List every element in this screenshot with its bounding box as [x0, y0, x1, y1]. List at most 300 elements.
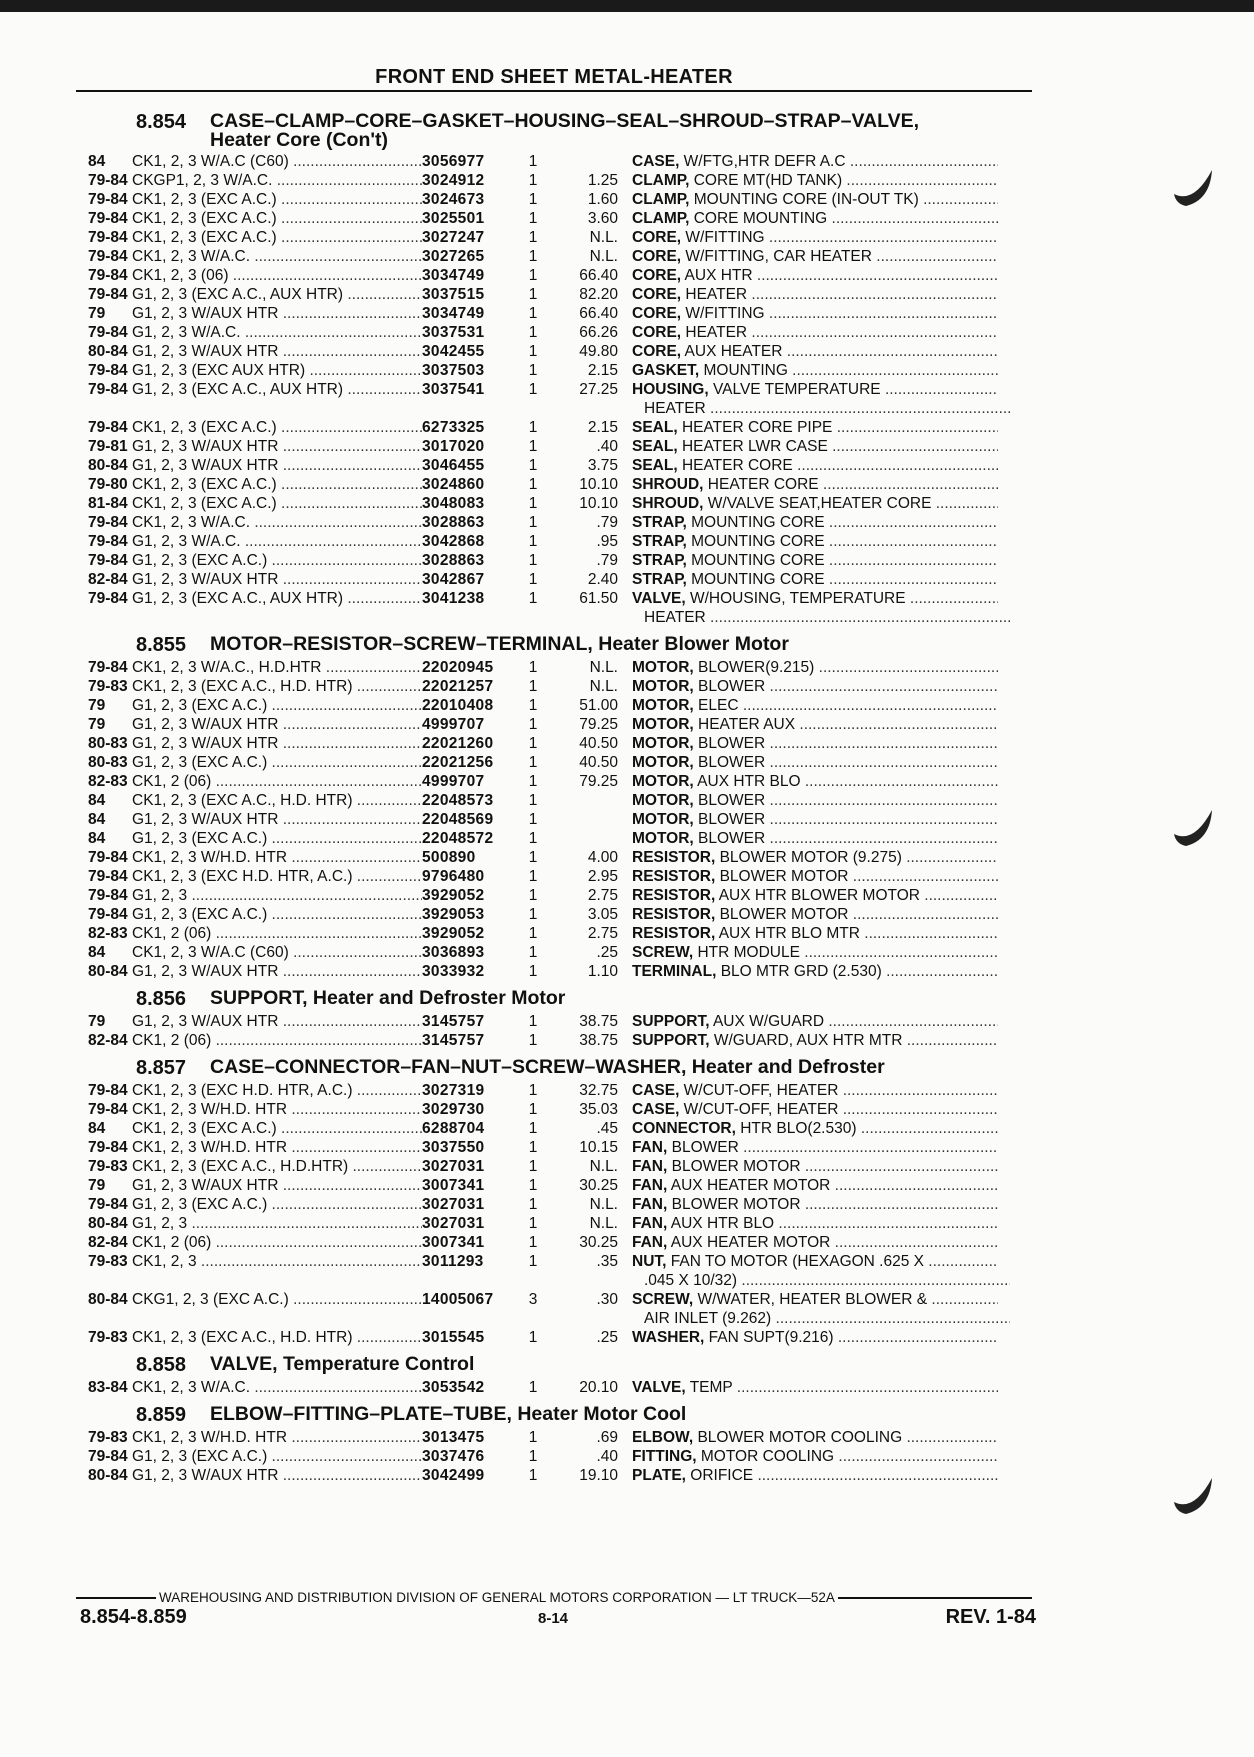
- quantity: 1: [528, 1234, 538, 1251]
- year-range: 79-84: [88, 267, 128, 284]
- quantity: 1: [528, 944, 538, 961]
- part-detail: W/CUT-OFF, HEATER: [679, 1101, 839, 1118]
- binder-hole-bottom: [1164, 1468, 1218, 1522]
- title-rule: [76, 90, 1032, 92]
- part-description-continued: [632, 1271, 1010, 1290]
- part-description: [632, 791, 998, 810]
- part-row: [88, 1214, 1038, 1233]
- part-description: [632, 456, 998, 475]
- part-description: [632, 1138, 998, 1157]
- price: 3.75: [587, 457, 618, 474]
- price: 40.50: [579, 735, 618, 752]
- model-application: G1, 2, 3 W/AUX HTR .....: [132, 437, 422, 456]
- part-noun: FAN,: [632, 1215, 668, 1232]
- part-number: 14005067: [422, 1291, 494, 1308]
- part-noun: CONNECTOR,: [632, 1120, 736, 1137]
- part-number: 22021256: [422, 754, 494, 771]
- quantity: 1: [528, 1329, 538, 1346]
- part-detail: W/FITTING: [681, 229, 765, 246]
- quantity: 1: [528, 1467, 538, 1484]
- part-detail: BLOWER: [693, 811, 766, 828]
- year-range: 79-84: [88, 533, 128, 550]
- part-description: [632, 943, 998, 962]
- part-noun: CORE,: [632, 248, 682, 265]
- part-detail: W/CUT-OFF, HEATER: [679, 1082, 839, 1099]
- part-detail: FAN SUPT(9.216): [704, 1329, 834, 1346]
- part-detail: BLOWER: [667, 1139, 739, 1156]
- part-detail: BLOWER MOTOR: [715, 906, 849, 923]
- part-noun: CASE,: [632, 1101, 680, 1118]
- part-row: [88, 247, 1038, 266]
- model-application: CK1, 2, 3 (EXC A.C., H.D. HTR) .....: [132, 1328, 422, 1347]
- part-description: [632, 905, 998, 924]
- price: 10.15: [579, 1139, 618, 1156]
- part-row: [88, 943, 1038, 962]
- part-noun: SEAL,: [632, 438, 678, 455]
- part-number: 3037503: [422, 362, 485, 379]
- year-range: 79: [88, 697, 106, 714]
- part-noun: FITTING,: [632, 1448, 697, 1465]
- year-range: 79-84: [88, 1082, 128, 1099]
- price: 4.00: [587, 849, 618, 866]
- section-number: 8.855: [136, 634, 187, 656]
- part-description: [632, 1100, 998, 1119]
- year-range: 79: [88, 1177, 106, 1194]
- part-detail: HEATER AUX: [693, 716, 796, 733]
- price: 1.10: [587, 963, 618, 980]
- part-noun: FAN,: [632, 1196, 668, 1213]
- part-number: 3041238: [422, 590, 485, 607]
- part-number: 3011293: [422, 1253, 484, 1270]
- part-detail: BLOWER(9.215): [693, 659, 815, 676]
- part-number: 3042455: [422, 343, 485, 360]
- quantity: 1: [528, 571, 538, 588]
- year-range: 79-83: [88, 1329, 128, 1346]
- quantity: 1: [528, 792, 538, 809]
- part-description: [632, 962, 998, 981]
- quantity: 1: [528, 419, 538, 436]
- price: 40.50: [579, 754, 618, 771]
- model-application: G1, 2, 3 (EXC A.C.) .....: [132, 1447, 422, 1466]
- part-detail: TEMP: [685, 1379, 733, 1396]
- part-noun: SEAL,: [632, 457, 678, 474]
- price: 10.10: [579, 476, 618, 493]
- model-application: CK1, 2, 3 (EXC A.C.) .....: [132, 209, 422, 228]
- section-number: 8.856: [136, 988, 187, 1010]
- section-title: MOTOR–RESISTOR–SCREW–TERMINAL, Heater Blower Motor: [210, 633, 789, 655]
- part-description: [632, 734, 998, 753]
- part-noun: RESISTOR,: [632, 849, 716, 866]
- quantity: 1: [528, 153, 538, 170]
- part-description-continued: [632, 1309, 1010, 1328]
- price: [562, 810, 632, 829]
- part-row: [88, 209, 1038, 228]
- year-range: 79-84: [88, 1139, 128, 1156]
- part-description: [632, 380, 998, 399]
- year-range: 79-84: [88, 1101, 128, 1118]
- price: [562, 152, 632, 171]
- model-application: CK1, 2, 3 (06) .....: [132, 266, 422, 285]
- part-row: [88, 962, 1038, 981]
- part-row: [88, 734, 1038, 753]
- part-row: [88, 551, 1038, 570]
- quantity: 1: [528, 1253, 538, 1270]
- part-number: 3013475: [422, 1429, 485, 1446]
- price: .35: [596, 1253, 618, 1270]
- model-application: G1, 2, 3 .....: [132, 1214, 422, 1233]
- part-detail: MOUNTING CORE: [686, 514, 825, 531]
- year-range: 80-84: [88, 963, 128, 980]
- price: .25: [596, 944, 618, 961]
- year-range: 79-83: [88, 1429, 128, 1446]
- part-noun: SHROUD,: [632, 476, 704, 493]
- part-row: [88, 1290, 1038, 1309]
- model-application: G1, 2, 3 (EXC A.C.) .....: [132, 551, 422, 570]
- model-application: CK1, 2, 3 (EXC H.D. HTR, A.C.) .....: [132, 867, 422, 886]
- quantity: 1: [528, 1215, 538, 1232]
- part-number: 3028863: [422, 552, 485, 569]
- part-number: 3042868: [422, 533, 485, 550]
- part-noun: RESISTOR,: [632, 925, 716, 942]
- part-number: 3027247: [422, 229, 485, 246]
- quantity: 1: [528, 906, 538, 923]
- part-row-continuation: [88, 399, 1038, 418]
- part-noun: MOTOR,: [632, 773, 694, 790]
- quantity: 1: [528, 830, 538, 847]
- model-application: G1, 2, 3 (EXC AUX HTR) .....: [132, 361, 422, 380]
- quantity: 1: [528, 1158, 538, 1175]
- part-noun: CORE,: [632, 286, 682, 303]
- quantity: 3: [528, 1291, 538, 1308]
- model-application: G1, 2, 3 (EXC A.C.) .....: [132, 829, 422, 848]
- price: 51.00: [579, 697, 618, 714]
- model-application: CK1, 2 (06) .....: [132, 1233, 422, 1252]
- part-noun: MOTOR,: [632, 754, 694, 771]
- part-number: 22020945: [422, 659, 494, 676]
- model-application: CK1, 2, 3 (EXC A.C., H.D.HTR) .....: [132, 1157, 422, 1176]
- model-application: CK1, 2, 3 (EXC A.C.) .....: [132, 1119, 422, 1138]
- part-row: [88, 494, 1038, 513]
- year-range: 79-84: [88, 324, 128, 341]
- part-noun: FAN,: [632, 1139, 668, 1156]
- price: N.L.: [589, 1158, 618, 1175]
- part-detail: AUX HEATER MOTOR: [667, 1234, 831, 1251]
- part-description: [632, 1378, 998, 1397]
- part-number: 3037515: [422, 286, 485, 303]
- part-description-continued: [632, 399, 1010, 418]
- quantity: 1: [528, 324, 538, 341]
- year-range: 79-84: [88, 514, 128, 531]
- part-number: 3042867: [422, 571, 485, 588]
- model-application: CK1, 2, 3 W/A.C. .....: [132, 513, 422, 532]
- section-header: [88, 1355, 1038, 1376]
- part-row: [88, 1466, 1038, 1485]
- part-row: [88, 304, 1038, 323]
- part-noun: CLAMP,: [632, 210, 690, 227]
- part-detail: HTR MODULE: [693, 944, 800, 961]
- price: 10.10: [579, 495, 618, 512]
- year-range: 80-84: [88, 457, 128, 474]
- part-description: [632, 1031, 998, 1050]
- part-noun: STRAP,: [632, 533, 687, 550]
- part-noun: RESISTOR,: [632, 868, 716, 885]
- part-detail: BLOWER: [693, 830, 766, 847]
- part-description: [632, 886, 998, 905]
- part-description: [632, 285, 998, 304]
- part-description: [632, 437, 998, 456]
- part-number: 3024673: [422, 191, 485, 208]
- part-number: 22010408: [422, 697, 494, 714]
- price: 38.75: [579, 1032, 618, 1049]
- model-application: G1, 2, 3 W/AUX HTR .....: [132, 570, 422, 589]
- year-range: 79-84: [88, 172, 128, 189]
- part-noun: MOTOR,: [632, 830, 694, 847]
- part-description: [632, 589, 998, 608]
- price: [562, 791, 632, 810]
- price: 2.40: [587, 571, 618, 588]
- price: N.L.: [589, 1215, 618, 1232]
- year-range: 82-83: [88, 773, 128, 790]
- part-row: [88, 1031, 1038, 1050]
- part-detail: AUX HTR BLO: [693, 773, 801, 790]
- quantity: 1: [528, 362, 538, 379]
- part-detail: CORE MOUNTING: [689, 210, 828, 227]
- part-description: [632, 829, 998, 848]
- year-range: 84: [88, 944, 106, 961]
- part-detail: BLOWER MOTOR: [715, 868, 849, 885]
- part-detail-continued: .045 X 10/32): [644, 1272, 738, 1289]
- part-noun: MOTOR,: [632, 811, 694, 828]
- model-application: CKG1, 2, 3 (EXC A.C.) .....: [132, 1290, 422, 1309]
- part-description-continued: [632, 608, 1010, 627]
- part-noun: FAN,: [632, 1177, 668, 1194]
- part-detail: W/FITTING: [681, 305, 765, 322]
- part-detail: AUX HTR BLO: [667, 1215, 775, 1232]
- part-description: [632, 532, 998, 551]
- part-detail: MOUNTING: [699, 362, 788, 379]
- quantity: 1: [528, 514, 538, 531]
- part-description: [632, 867, 998, 886]
- part-detail: BLOWER: [693, 792, 766, 809]
- section-header: [88, 1058, 1038, 1079]
- quantity: 1: [528, 1177, 538, 1194]
- part-number: 22048573: [422, 792, 494, 809]
- part-row: [88, 266, 1038, 285]
- price: 66.40: [579, 305, 618, 322]
- part-row: [88, 715, 1038, 734]
- part-row: [88, 1157, 1038, 1176]
- year-range: 79-84: [88, 849, 128, 866]
- price: 2.75: [587, 887, 618, 904]
- part-description: [632, 1233, 998, 1252]
- section-number: 8.858: [136, 1354, 187, 1376]
- year-range: 84: [88, 153, 106, 170]
- footer-rule-right: [838, 1597, 1032, 1599]
- part-number: 4999707: [422, 773, 485, 790]
- part-noun: STRAP,: [632, 514, 687, 531]
- price: 49.80: [579, 343, 618, 360]
- part-detail: AUX HTR: [681, 267, 753, 284]
- model-application: CK1, 2, 3 .....: [132, 1252, 422, 1271]
- section-title: ELBOW–FITTING–PLATE–TUBE, Heater Motor Cool: [210, 1403, 687, 1425]
- part-detail: W/VALVE SEAT,HEATER CORE: [703, 495, 932, 512]
- part-detail: MOTOR COOLING: [696, 1448, 835, 1465]
- part-noun: MOTOR,: [632, 659, 694, 676]
- part-number: 3056977: [422, 153, 485, 170]
- quantity: 1: [528, 381, 538, 398]
- part-number: 22021257: [422, 678, 494, 695]
- part-detail: MOUNTING CORE: [686, 533, 825, 550]
- part-description: [632, 247, 998, 266]
- model-application: G1, 2, 3 (EXC A.C.) .....: [132, 1195, 422, 1214]
- part-row: [88, 677, 1038, 696]
- part-detail: W/FTG,HTR DEFR A.C: [679, 153, 846, 170]
- model-application: CK1, 2, 3 W/A.C (C60) .....: [132, 152, 422, 171]
- part-row: [88, 1195, 1038, 1214]
- part-number: 3037531: [422, 324, 485, 341]
- price: .30: [596, 1291, 618, 1308]
- model-application: CK1, 2, 3 (EXC A.C., H.D. HTR) .....: [132, 677, 422, 696]
- price: .45: [596, 1120, 618, 1137]
- price: 61.50: [579, 590, 618, 607]
- year-range: 79-84: [88, 381, 128, 398]
- model-application: CK1, 2, 3 (EXC A.C.) .....: [132, 494, 422, 513]
- part-row: [88, 867, 1038, 886]
- quantity: 1: [528, 811, 538, 828]
- year-range: 79: [88, 716, 106, 733]
- quantity: 1: [528, 1379, 538, 1396]
- quantity: 1: [528, 267, 538, 284]
- part-noun: CLAMP,: [632, 172, 690, 189]
- year-range: 79-84: [88, 887, 128, 904]
- part-row: [88, 886, 1038, 905]
- part-number: 3037476: [422, 1448, 485, 1465]
- footer-revision: REV. 1-84: [945, 1606, 1036, 1628]
- part-number: 3053542: [422, 1379, 485, 1396]
- quantity: 1: [528, 849, 538, 866]
- year-range: 79-83: [88, 678, 128, 695]
- year-range: 79-80: [88, 476, 128, 493]
- model-application: G1, 2, 3 W/A.C. .....: [132, 532, 422, 551]
- price: 19.10: [579, 1467, 618, 1484]
- part-detail-continued: HEATER: [644, 609, 706, 626]
- price: 1.25: [587, 172, 618, 189]
- part-row: [88, 905, 1038, 924]
- price: 32.75: [579, 1082, 618, 1099]
- part-row: [88, 753, 1038, 772]
- model-application: G1, 2, 3 (EXC A.C., AUX HTR) .....: [132, 589, 422, 608]
- part-detail: BLOWER MOTOR: [667, 1196, 801, 1213]
- quantity: 1: [528, 925, 538, 942]
- price: 35.03: [579, 1101, 618, 1118]
- price: [562, 829, 632, 848]
- part-detail: BLOWER: [693, 735, 766, 752]
- part-description: [632, 1214, 998, 1233]
- year-range: 80-83: [88, 754, 128, 771]
- quantity: 1: [528, 343, 538, 360]
- part-detail: AUX HEATER: [681, 343, 783, 360]
- part-number: 3025501: [422, 210, 485, 227]
- quantity: 1: [528, 868, 538, 885]
- part-number: 3929052: [422, 925, 485, 942]
- part-number: 22021260: [422, 735, 494, 752]
- part-row: [88, 228, 1038, 247]
- part-noun: CORE,: [632, 305, 682, 322]
- footer-division: WAREHOUSING AND DISTRIBUTION DIVISION OF GENERAL MOTORS CORPORATION — LT TRUCK—52A: [159, 1590, 835, 1605]
- part-detail: HEATER CORE PIPE: [677, 419, 833, 436]
- part-number: 3027031: [422, 1215, 485, 1232]
- price: 79.25: [579, 773, 618, 790]
- price: 3.60: [587, 210, 618, 227]
- model-application: G1, 2, 3 W/AUX HTR .....: [132, 1466, 422, 1485]
- year-range: 79-84: [88, 1448, 128, 1465]
- year-range: 79-83: [88, 1253, 128, 1270]
- year-range: 81-84: [88, 495, 128, 512]
- part-row: [88, 810, 1038, 829]
- part-number: 22048572: [422, 830, 494, 847]
- part-description: [632, 171, 998, 190]
- part-row: [88, 1447, 1038, 1466]
- model-application: CK1, 2, 3 W/A.C. .....: [132, 1378, 422, 1397]
- price: .79: [596, 514, 618, 531]
- part-description: [632, 494, 998, 513]
- part-detail: MOUNTING CORE: [686, 552, 825, 569]
- part-detail: HEATER CORE: [677, 457, 793, 474]
- part-description: [632, 209, 998, 228]
- footer-page-number: 8-14: [538, 1610, 569, 1627]
- section-title: SUPPORT, Heater and Defroster Motor: [210, 987, 566, 1009]
- quantity: 1: [528, 533, 538, 550]
- part-description: [632, 342, 998, 361]
- year-range: 80-83: [88, 735, 128, 752]
- part-noun: WASHER,: [632, 1329, 705, 1346]
- model-application: CK1, 2, 3 (EXC A.C.) .....: [132, 475, 422, 494]
- part-number: 9796480: [422, 868, 485, 885]
- part-noun: MOTOR,: [632, 678, 694, 695]
- part-row: [88, 437, 1038, 456]
- part-detail: W/FITTING, CAR HEATER: [681, 248, 872, 265]
- parts-catalog: [88, 104, 1038, 1485]
- part-detail: HEATER LWR CASE: [677, 438, 828, 455]
- quantity: 1: [528, 659, 538, 676]
- part-number: 3027319: [422, 1082, 485, 1099]
- price: N.L.: [589, 659, 618, 676]
- part-row: [88, 152, 1038, 171]
- part-row: [88, 658, 1038, 677]
- price: 1.60: [587, 191, 618, 208]
- part-detail: AUX HTR BLO MTR: [715, 925, 860, 942]
- part-row: [88, 1119, 1038, 1138]
- part-noun: CORE,: [632, 267, 682, 284]
- part-detail: BLOWER MOTOR COOLING: [693, 1429, 903, 1446]
- year-range: 79-83: [88, 1158, 128, 1175]
- part-description: [632, 810, 998, 829]
- price: N.L.: [589, 248, 618, 265]
- price: .95: [596, 533, 618, 550]
- quantity: 1: [528, 1196, 538, 1213]
- model-application: G1, 2, 3 W/AUX HTR .....: [132, 456, 422, 475]
- part-noun: ELBOW,: [632, 1429, 694, 1446]
- part-detail: BLOWER: [693, 678, 766, 695]
- part-number: 3042499: [422, 1467, 485, 1484]
- year-range: 79-84: [88, 419, 128, 436]
- quantity: 1: [528, 1013, 538, 1030]
- section-header: [88, 112, 1038, 150]
- quantity: 1: [528, 963, 538, 980]
- year-range: 79-84: [88, 286, 128, 303]
- part-number: 3007341: [422, 1177, 485, 1194]
- part-row: [88, 772, 1038, 791]
